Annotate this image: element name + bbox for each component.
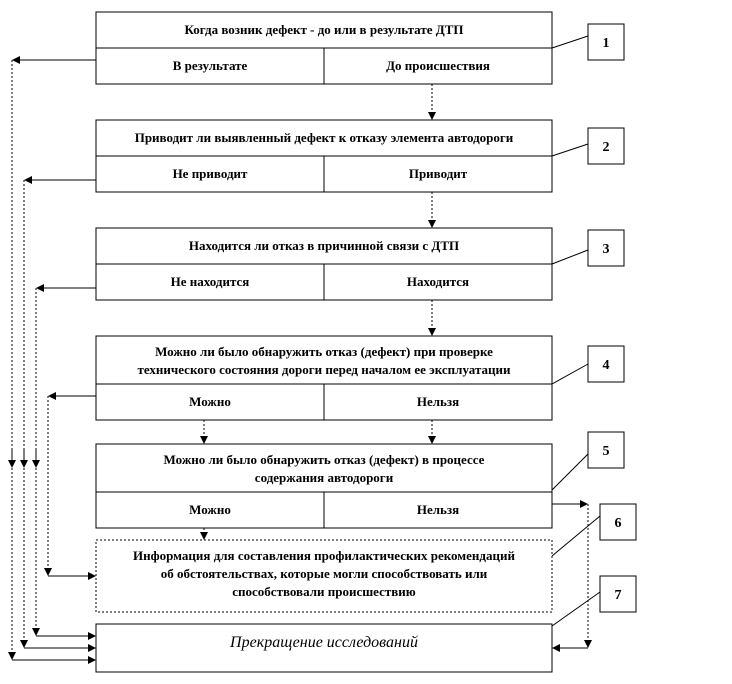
callout-4 (552, 346, 624, 384)
block-1-left-answer: В результате (172, 58, 248, 73)
callout-3 (552, 230, 624, 266)
callout-2-number: 2 (602, 140, 610, 155)
final-box (96, 624, 552, 672)
block-4-question-line-1: Можно ли было обнаружить отказ (дефект) при проверке (155, 344, 493, 359)
info-box (96, 540, 552, 612)
info-box-line-3: способствовали происшествию (232, 584, 416, 599)
block-3-right-answer: Находится (406, 274, 470, 289)
callout-7 (552, 576, 636, 626)
callout-5 (552, 432, 624, 490)
final-box-text: Прекращение исследований (230, 634, 418, 651)
block-1-question: Когда возник дефект - до или в результате ДТП (184, 22, 464, 37)
block-4-right-answer: Нельзя (416, 394, 460, 409)
decision-block-5 (96, 444, 552, 528)
decision-block-1 (96, 12, 552, 84)
block-4-question-line-2: технического состояния дороги перед началом ее эксплуатации (137, 362, 511, 377)
block-5-question-line-1: Можно ли было обнаружить отказ (дефект) в процессе (163, 452, 485, 467)
block-3-question: Находится ли отказ в причинной связи с ДТП (188, 238, 460, 253)
block-5-left-answer: Можно (189, 502, 231, 517)
block-5-question-line-2: содержания автодороги (254, 470, 394, 485)
left-return-lines (12, 60, 96, 660)
callout-2 (552, 128, 624, 164)
block-4-left-answer: Можно (189, 394, 231, 409)
block-5-right-answer: Нельзя (416, 502, 460, 517)
callout-5-number: 5 (602, 444, 610, 459)
block-2-right-answer: Приводит (408, 166, 468, 181)
callout-1-number: 1 (602, 36, 610, 51)
callout-4-number: 4 (602, 358, 610, 373)
block-3-left-answer: Не находится (170, 274, 250, 289)
info-box-line-1: Информация для составления профилактических рекомендаций (133, 548, 515, 563)
callout-6 (552, 504, 636, 556)
decision-block-3 (96, 228, 552, 300)
right-connectors (552, 504, 588, 648)
callout-6-number: 6 (614, 516, 622, 531)
callout-3-number: 3 (602, 242, 610, 257)
callout-7-number: 7 (614, 588, 622, 603)
info-box-line-2: об обстоятельствах, которые могли способствовать или (160, 566, 488, 581)
block-1-right-answer: До происшествия (386, 58, 490, 73)
block-2-left-answer: Не приводит (172, 166, 248, 181)
decision-block-4 (96, 336, 552, 420)
decision-block-2 (96, 120, 552, 192)
callout-1 (552, 24, 624, 60)
block-2-question: Приводит ли выявленный дефект к отказу элемента автодороги (134, 130, 514, 145)
